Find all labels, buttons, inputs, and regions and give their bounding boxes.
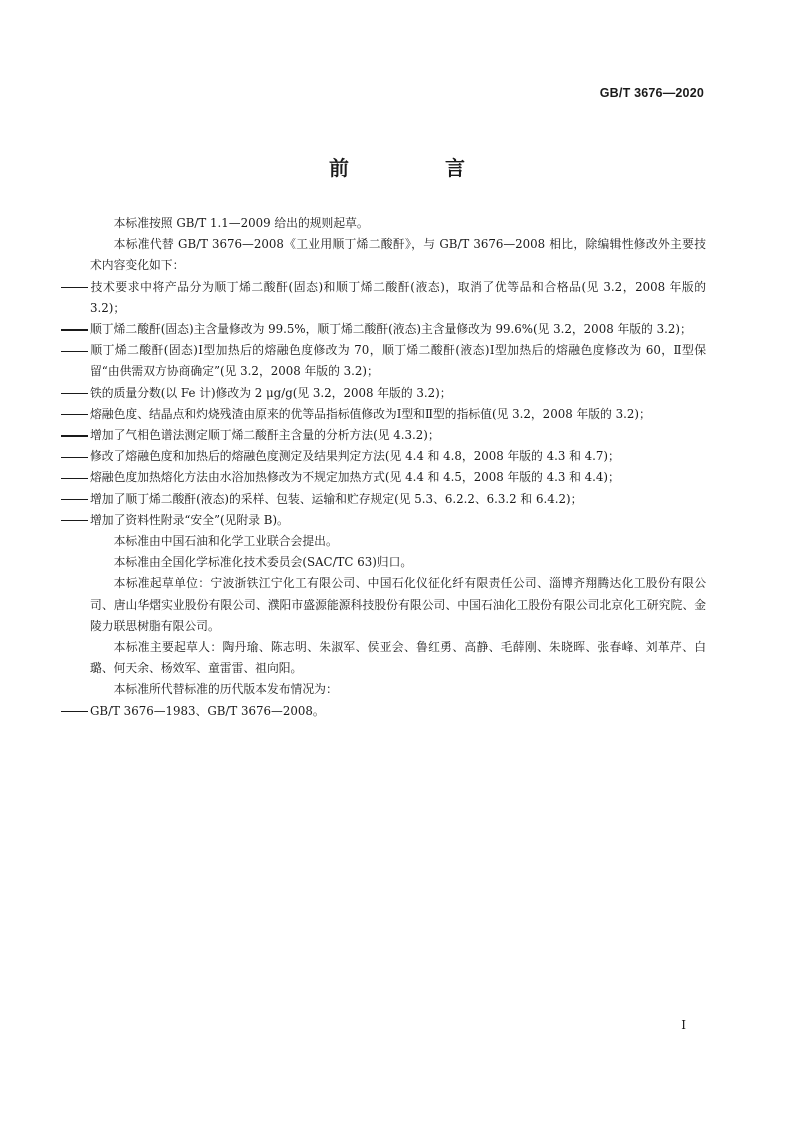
- change-item-text: 熔融色度加热熔化方法由水浴加热修改为不规定加热方式(见 4.4 和 4.5，2008 年版的 4.3 和 4.4)；: [90, 470, 620, 485]
- change-item: [90, 277, 706, 319]
- page-title: 前 言: [329, 156, 503, 180]
- paragraph-drafting-units: 本标准起草单位：宁波浙铁江宁化工有限公司、中国石化仪征化纤有限责任公司、淄博齐翔腾达化工股份有限公司、唐山华熠实业股份有限公司、濮阳市盛源能源科技股份有限公司、中国石油化工股份有限公司北京化工研究院、金陵力联思树脂有限公司。: [90, 576, 706, 633]
- paragraph-drafters: 本标准主要起草人：陶丹瑜、陈志明、朱淑军、侯亚会、鲁红勇、高静、毛薛刚、朱晓晖、张春峰、刘革芹、白璐、何天余、杨效军、童雷雷、祖向阳。: [90, 640, 706, 676]
- paragraph-jurisdiction: 本标准由全国化学标准化技术委员会(SAC/TC 63)归口。: [113, 555, 413, 570]
- page-number: Ⅰ: [681, 1018, 686, 1032]
- paragraph-replacement: 本标准代替 GB/T 3676—2008《工业用顺丁烯二酸酐》，与 GB/T 3676—2008 相比，除编辑性修改外主要技术内容变化如下：: [90, 237, 706, 273]
- history-item-text: GB/T 3676—1983、GB/T 3676—2008。: [90, 703, 325, 718]
- change-item-text: 铁的质量分数(以 Fe 计)修改为 2 μg/g(见 3.2，2008 年版的 3.2)；: [90, 385, 452, 400]
- change-item-text: 顺丁烯二酸酐(固态)主含量修改为 99.5%，顺丁烯二酸酐(液态)主含量修改为 99.6%(见 3.2，2008 年版的 3.2)；: [90, 322, 692, 337]
- dash-marker: [61, 499, 88, 500]
- history-item: [90, 701, 706, 722]
- change-item-text: 修改了熔融色度和加热后的熔融色度测定及结果判定方法(见 4.4 和 4.8，2008 年版的 4.3 和 4.7)；: [90, 449, 620, 464]
- change-item-text: 技术要求中将产品分为顺丁烯二酸酐(固态)和顺丁烯二酸酐(液态)，取消了优等品和合格品(见 3.2，2008 年版的 3.2)；: [90, 279, 706, 315]
- dash-marker: [61, 287, 88, 288]
- change-item: [90, 489, 706, 510]
- change-item: [90, 425, 706, 446]
- change-item-text: 增加了资料性附录“安全”(见附录 B)。: [90, 512, 289, 527]
- paragraph-drafting-rule: 本标准按照 GB/T 1.1—2009 给出的规则起草。: [113, 216, 369, 230]
- dash-marker: [61, 393, 88, 394]
- dash-marker: [61, 351, 88, 352]
- header-standard-code: GB/T 3676—2020: [599, 86, 704, 100]
- change-item-text: 熔融色度、结晶点和灼烧残渣由原来的优等品指标值修改为Ⅰ型和Ⅱ型的指标值(见 3.2，2008 年版的 3.2)；: [90, 406, 651, 421]
- dash-marker: [61, 711, 88, 712]
- paragraph-proposed-by: 本标准由中国石油和化学工业联合会提出。: [113, 534, 338, 549]
- change-item: [90, 446, 706, 467]
- change-item: [90, 383, 706, 404]
- change-item: [90, 404, 706, 425]
- foreword-body: [90, 213, 706, 722]
- dash-marker: [61, 329, 88, 330]
- change-item-text: 增加了气相色谱法测定顺丁烯二酸酐主含量的分析方法(见 4.3.2)；: [90, 428, 440, 443]
- change-item: [90, 319, 706, 340]
- change-item-text: 顺丁烯二酸酐(固态)Ⅰ型加热后的熔融色度修改为 70，顺丁烯二酸酐(液态)Ⅰ型加热后的熔融色度修改为 60，Ⅱ型保留“由供需双方协商确定”(见 3.2，2008 年版的 3.2)；: [90, 343, 706, 379]
- dash-marker: [61, 414, 88, 415]
- dash-marker: [61, 520, 88, 521]
- dash-marker: [61, 457, 88, 458]
- paragraph-history-intro: 本标准所代替标准的历代版本发布情况为：: [113, 682, 338, 697]
- change-item: [90, 340, 706, 382]
- change-item: [90, 467, 706, 488]
- change-item-text: 增加了顺丁烯二酸酐(液态)的采样、包装、运输和贮存规定(见 5.3、6.2.2、6.3.2 和 6.4.2)；: [90, 491, 583, 506]
- dash-marker: [61, 478, 88, 479]
- dash-marker: [61, 435, 88, 436]
- change-item: [90, 510, 706, 531]
